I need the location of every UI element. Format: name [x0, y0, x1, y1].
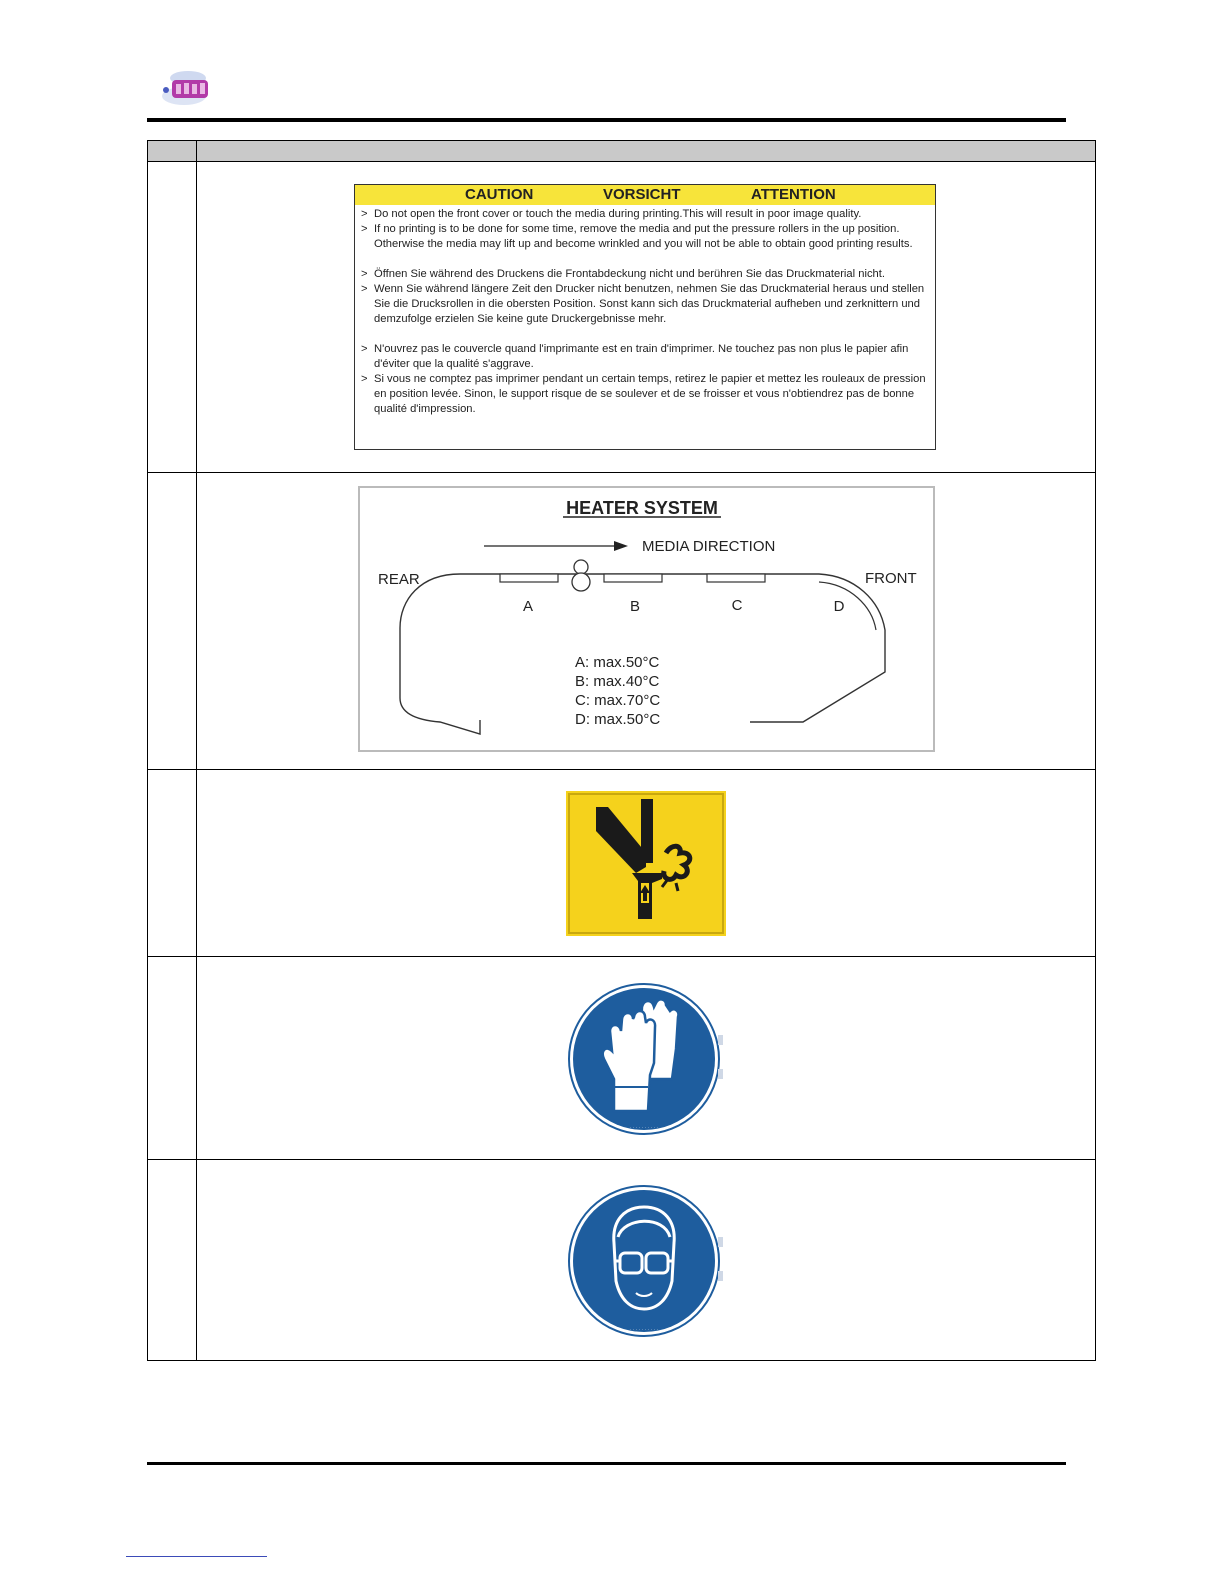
- limit-d: D: max.50°C: [575, 711, 661, 728]
- table-row: [148, 957, 1096, 1160]
- heater-title: HEATER SYSTEM: [566, 498, 718, 518]
- caution-item: > Do not open the front cover or touch the media during printing.This will result in poor image quality.: [361, 208, 862, 220]
- row-number-cell: [148, 473, 197, 770]
- caution-item: > Öffnen Sie während des Druckens die Frontabdeckung nicht und berühren Sie das Druckmaterial nicht.: [361, 268, 885, 280]
- table-row: [148, 1160, 1096, 1361]
- svg-text:· · · · · · · · · ·: · · · · · · · · · ·: [629, 1327, 659, 1333]
- caution-heading-bar: [355, 185, 935, 205]
- caution-heading: CAUTION: [465, 186, 534, 203]
- caution-item: > Wenn Sie während längere Zeit den Drucker nicht benutzen, nehmen Sie das Druckmaterial heraus und stellen Sie die Drucksrollen in die obersten Position. Sonst kann sich das Druckmaterial aufheben und zerknittern und demzufolge erzielen Sie keine gute Druckergebnisse mehr.: [361, 283, 925, 325]
- caution-text: [355, 205, 935, 417]
- row-number-cell: [148, 957, 197, 1160]
- row-content-cell: [197, 957, 1096, 1160]
- row-content-cell: [197, 162, 1096, 473]
- table-row: [148, 162, 1096, 473]
- heater-system-diagram: [360, 488, 933, 750]
- row-content-cell: [197, 770, 1096, 957]
- row-content-cell: [197, 1160, 1096, 1361]
- header-cell-label: [197, 141, 1096, 162]
- media-direction-label: MEDIA DIRECTION: [642, 538, 776, 555]
- footer-link-underline[interactable]: [126, 1556, 267, 1557]
- row-number-cell: [148, 1160, 197, 1361]
- hand-crush-warning-icon: [566, 791, 726, 936]
- row-number-cell: [148, 162, 197, 473]
- limit-b: B: max.40°C: [575, 673, 660, 690]
- footer-rule: [147, 1462, 1066, 1465]
- caution-item: > N'ouvrez pas le couvercle quand l'imprimante est en train d'imprimer. Ne touchez pas non plus le papier afin d'éviter que la qualité s'aggrave.: [361, 343, 909, 370]
- logo-icon: [158, 64, 216, 112]
- rear-label: REAR: [378, 571, 420, 588]
- limit-c: C: max.70°C: [575, 692, 661, 709]
- gloves-mandatory-icon: [566, 979, 726, 1139]
- zone-b-label: B: [629, 598, 641, 615]
- warning-labels-table: [147, 140, 1096, 1361]
- zone-d-label: D: [833, 598, 845, 615]
- attention-heading: ATTENTION: [751, 186, 836, 203]
- table-header-row: [148, 141, 1096, 162]
- front-label: FRONT: [865, 570, 917, 587]
- table-row: [148, 770, 1096, 957]
- caution-label: [354, 184, 936, 450]
- goggles-mandatory-icon: [566, 1181, 726, 1341]
- vorsicht-heading: VORSICHT: [603, 186, 681, 203]
- table-row: [148, 473, 1096, 770]
- caution-group-french: [361, 342, 931, 417]
- limit-a: A: max.50°C: [575, 654, 660, 671]
- heater-system-label: [358, 486, 935, 752]
- row-content-cell: [197, 473, 1096, 770]
- row-number-cell: [148, 770, 197, 957]
- header-rule: [147, 118, 1066, 122]
- header-cell-number: [148, 141, 197, 162]
- zone-a-label: A: [522, 598, 534, 615]
- caution-item: > If no printing is to be done for some time, remove the media and put the pressure rollers in the up position. Otherwise the media may lift up and become wrinkled and you will not be able to obtain good printing results.: [361, 223, 913, 250]
- caution-group-german: [361, 267, 931, 327]
- zone-c-label: C: [731, 597, 743, 614]
- caution-group-english: [361, 207, 931, 252]
- svg-text:· · · · · · · · · ·: · · · · · · · · · ·: [629, 1125, 659, 1131]
- caution-item: > Si vous ne comptez pas imprimer pendant un certain temps, retirez le papier et mettez les rouleaux de pression en position levée. Sinon, le support risque de se soulever et de se froisser et vous n'obtiendrez pas de bonne qualité d'impression.: [361, 373, 926, 415]
